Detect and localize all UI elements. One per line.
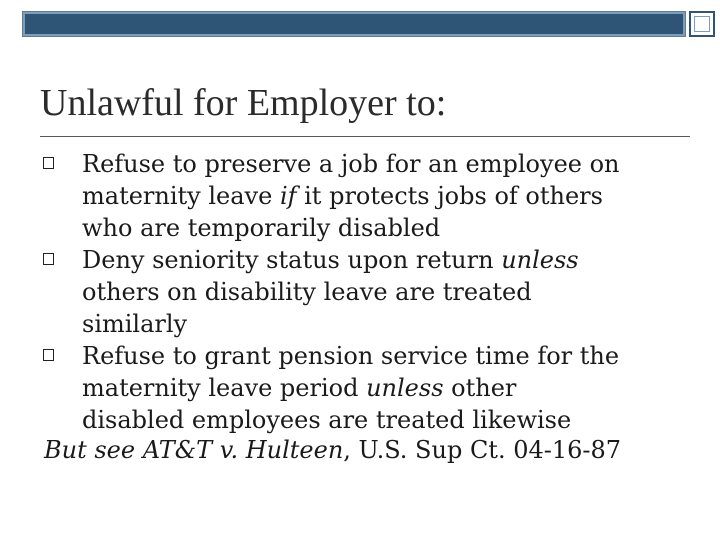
text-run: But see AT&T v. Hulteen xyxy=(44,436,344,464)
text-run: , U.S. Sup Ct. 04-16-87 xyxy=(343,436,622,464)
text-run: similarly xyxy=(82,310,188,338)
text-run: Refuse to preserve a job for an employee on xyxy=(82,150,620,178)
bullet-text-line xyxy=(82,212,700,244)
case-citation xyxy=(44,434,621,466)
text-run: Refuse to grant pension service time for the xyxy=(82,342,620,370)
bullet-text-line xyxy=(82,148,700,180)
bullet-text-line xyxy=(82,372,700,404)
bullet-item xyxy=(40,148,700,244)
text-run: maternity leave period xyxy=(82,374,367,402)
text-run: Deny seniority status upon return xyxy=(82,246,502,274)
slide-title: Unlawful for Employer to: xyxy=(40,82,447,124)
bullet-item xyxy=(40,244,700,340)
bullet-text-line xyxy=(82,180,700,212)
bullet-item xyxy=(40,340,700,436)
bullet-text-line xyxy=(82,276,700,308)
top-decorative-bar xyxy=(22,11,686,37)
text-run: unless xyxy=(501,246,579,274)
text-run: who are temporarily disabled xyxy=(82,214,441,242)
bullet-text-line xyxy=(82,340,700,372)
corner-decorative-box xyxy=(689,11,715,37)
hollow-square-bullet-icon xyxy=(43,349,54,361)
text-run: unless xyxy=(366,374,444,402)
bullet-text-line xyxy=(82,244,700,276)
text-run: other xyxy=(443,374,517,402)
hollow-square-bullet-icon xyxy=(43,253,54,265)
title-divider xyxy=(40,136,690,137)
text-run: it protects jobs of others xyxy=(296,182,603,210)
hollow-square-bullet-icon xyxy=(43,157,54,169)
text-run: disabled employees are treated likewise xyxy=(82,406,572,434)
text-run: maternity leave xyxy=(82,182,280,210)
bullet-text-line xyxy=(82,308,700,340)
text-run: if xyxy=(279,182,297,210)
text-run: others on disability leave are treated xyxy=(82,278,532,306)
bullet-text-line xyxy=(82,404,700,436)
bullet-list xyxy=(40,148,700,436)
